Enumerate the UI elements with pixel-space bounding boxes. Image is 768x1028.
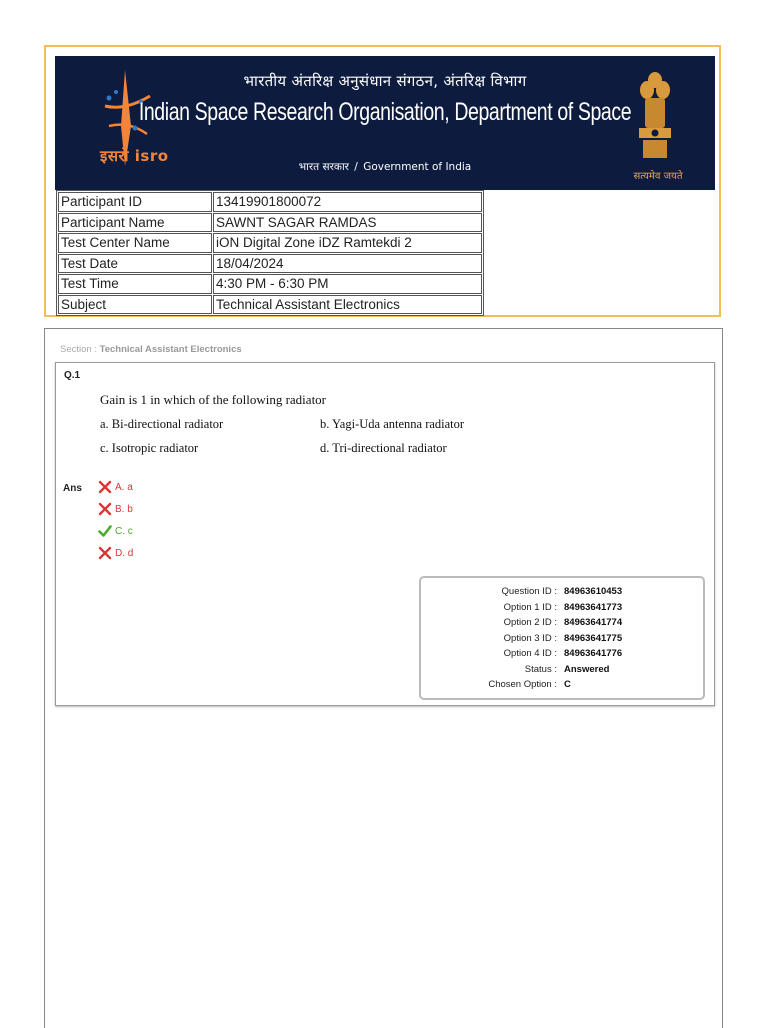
question-number: Q.1 bbox=[64, 370, 81, 381]
meta-value: C bbox=[564, 679, 571, 690]
table-row bbox=[58, 192, 482, 212]
meta-value: 84963641773 bbox=[564, 601, 623, 613]
meta-label: Option 1 ID : bbox=[503, 601, 557, 613]
subject-label: Subject bbox=[58, 295, 212, 315]
question-panel bbox=[44, 328, 723, 1028]
answer-option-a bbox=[98, 480, 133, 494]
meta-label: Question ID : bbox=[501, 586, 557, 597]
cross-icon bbox=[98, 502, 112, 516]
isro-wordmark: इसरो isro bbox=[100, 147, 169, 165]
option-a: a. Bi-directional radiator bbox=[100, 417, 224, 431]
test-center-value: iON Digital Zone iDZ Ramtekdi 2 bbox=[213, 233, 482, 253]
table-row bbox=[58, 213, 482, 233]
option-c: c. Isotropic radiator bbox=[100, 441, 199, 455]
section-prefix: Section : bbox=[60, 344, 97, 355]
meta-value: Answered bbox=[564, 663, 610, 675]
meta-label: Option 2 ID : bbox=[503, 617, 557, 628]
answer-option-text: C. c bbox=[115, 525, 133, 537]
option-b: b. Yagi-Uda antenna radiator bbox=[320, 417, 465, 431]
meta-label: Status : bbox=[524, 663, 557, 675]
answer-option-text: B. b bbox=[115, 503, 133, 515]
test-time-value: 4:30 PM - 6:30 PM bbox=[213, 274, 482, 294]
meta-value: 84963641775 bbox=[564, 632, 623, 644]
participant-info-table bbox=[56, 190, 484, 316]
participant-id-label: Participant ID bbox=[58, 192, 212, 212]
meta-label: Chosen Option : bbox=[488, 679, 557, 690]
gov-hindi: भारत सरकार bbox=[298, 161, 349, 173]
cross-icon bbox=[98, 546, 112, 560]
isro-banner bbox=[55, 56, 715, 190]
gov-english: Government of India bbox=[363, 161, 472, 173]
question-meta-box bbox=[419, 576, 705, 700]
answer-option-text: A. a bbox=[115, 481, 133, 493]
meta-label: Option 3 ID : bbox=[503, 632, 557, 644]
answer-label: Ans bbox=[63, 483, 82, 494]
participant-id-value: 13419901800072 bbox=[213, 192, 482, 212]
answer-option-text: D. d bbox=[115, 547, 134, 559]
test-time-label: Test Time bbox=[58, 274, 212, 294]
meta-value: 84963641776 bbox=[564, 648, 623, 659]
answer-option-c bbox=[98, 524, 133, 538]
test-center-label: Test Center Name bbox=[58, 233, 212, 253]
check-icon bbox=[98, 524, 112, 538]
table-row bbox=[58, 254, 482, 274]
section-name: Technical Assistant Electronics bbox=[99, 344, 242, 355]
question-text: Gain is 1 in which of the following radiator bbox=[100, 392, 327, 407]
banner-hindi-title: भारतीय अंतरिक्ष अनुसंधान संगठन, अंतरिक्ष विभाग bbox=[243, 72, 527, 90]
table-row bbox=[58, 274, 482, 294]
question-box bbox=[55, 362, 715, 706]
banner-english-title: Indian Space Research Organisation, Department of Space bbox=[138, 98, 632, 126]
cross-icon bbox=[98, 480, 112, 494]
meta-label: Option 4 ID : bbox=[503, 648, 557, 659]
participant-name-value: SAWNT SAGAR RAMDAS bbox=[213, 213, 482, 233]
subject-value: Technical Assistant Electronics bbox=[213, 295, 482, 315]
section-heading bbox=[60, 344, 242, 355]
test-date-value: 18/04/2024 bbox=[213, 254, 482, 274]
emblem-motto: सत्यमेव जयते bbox=[633, 171, 683, 182]
table-row bbox=[58, 295, 482, 315]
participant-name-label: Participant Name bbox=[58, 213, 212, 233]
meta-value: 84963610453 bbox=[564, 586, 623, 597]
test-date-label: Test Date bbox=[58, 254, 212, 274]
table-row bbox=[58, 233, 482, 253]
answer-option-b bbox=[98, 502, 133, 516]
meta-value: 84963641774 bbox=[564, 617, 623, 628]
header-card bbox=[44, 45, 721, 317]
government-line: भारत सरकार / Government of India bbox=[298, 161, 472, 173]
option-d: d. Tri-directional radiator bbox=[320, 441, 447, 455]
national-emblem-icon bbox=[625, 68, 685, 168]
answer-option-d bbox=[98, 546, 133, 560]
